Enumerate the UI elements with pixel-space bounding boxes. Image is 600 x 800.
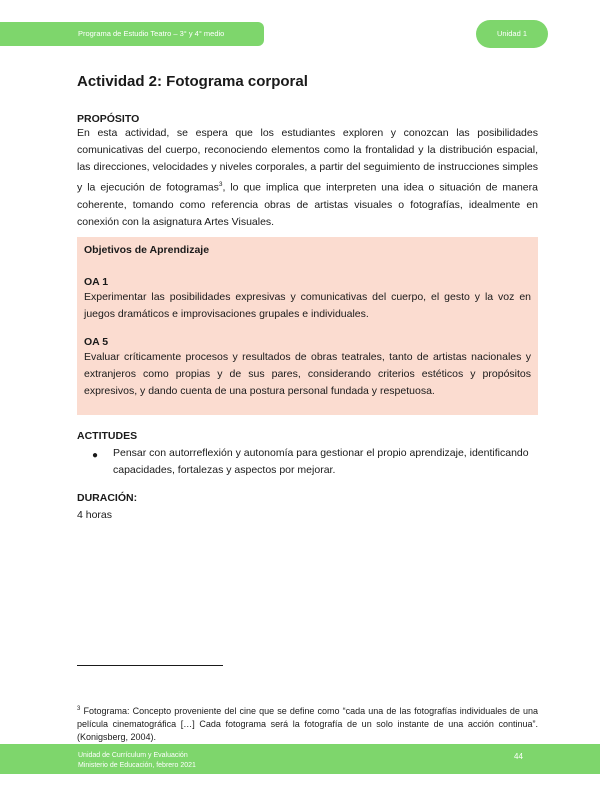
- oa-text: Experimentar las posibilidades expresivas y comunicativas del cuerpo, el gesto y la voz en juegos dramáticos e improvisaciones grupales e individuales.: [84, 291, 531, 320]
- footnote: [77, 703, 538, 744]
- duration-value: 4 horas: [77, 509, 113, 521]
- unit-badge: Unidad 1: [476, 20, 548, 48]
- footnote-number: 3: [77, 706, 81, 712]
- activity-title: Actividad 2: Fotograma corporal: [77, 73, 308, 90]
- footnote-text: Fotograma: Concepto proveniente del cine que se define como “cada una de las fotografías individuales de una película cinematográfica […] Cada fotograma será la fotografía de un solo instante de una acción continua”. (Konigsberg, 2004).: [77, 706, 538, 742]
- oa-code: OA 5: [84, 336, 109, 348]
- footer-institution: Unidad de Currículum y Evaluación: [78, 752, 188, 759]
- objectives-heading: Objetivos de Aprendizaje: [84, 244, 210, 256]
- purpose-heading: PROPÓSITO: [77, 113, 140, 125]
- program-title: Programa de Estudio Teatro – 3° y 4° medio: [78, 29, 225, 38]
- oa-text: Evaluar críticamente procesos y resultados de obras teatrales, tanto de artistas nacionales y extranjeros como propias y de sus pares, considerando criterios estéticos y propósitos expresivos, y dando cuenta de una postura personal fundada y respetuosa.: [84, 351, 531, 397]
- oa-code: OA 1: [84, 276, 109, 288]
- purpose-text-part1: En esta actividad, se espera que los estudiantes exploren y conozcan las posibilidades comunicativas del cuerpo, reconociendo elementos como la frontalidad y la distribución espacial, las direcciones, velocidades y niveles corporales, a partir del seguimiento de instrucciones simples y la ejecución de fotogramas: [77, 127, 538, 194]
- bullet-icon: ●: [92, 450, 99, 461]
- purpose-text: [77, 125, 538, 231]
- footnote-reference[interactable]: 3: [218, 181, 223, 188]
- attitudes-heading: ACTITUDES: [77, 430, 138, 442]
- footer-ministry: Ministerio de Educación, febrero 2021: [78, 762, 196, 769]
- attitude-item: Pensar con autorreflexión y autonomía para gestionar el propio aprendizaje, identificando capacidades, fortalezas y aspectos por mejorar.: [113, 447, 529, 476]
- footnote-divider: [77, 665, 223, 666]
- page-number: 44: [514, 752, 523, 761]
- duration-heading: DURACIÓN:: [77, 492, 138, 504]
- learning-objectives-box: [77, 237, 538, 415]
- purpose-text-part2: , lo que implica que interpreten una idea o situación de manera coherente, tomando como referencia obras de artistas visuales o fotografías, idealmente en conexión con la asignatura Artes Visuales.: [77, 181, 538, 228]
- footer-bar: [0, 744, 600, 774]
